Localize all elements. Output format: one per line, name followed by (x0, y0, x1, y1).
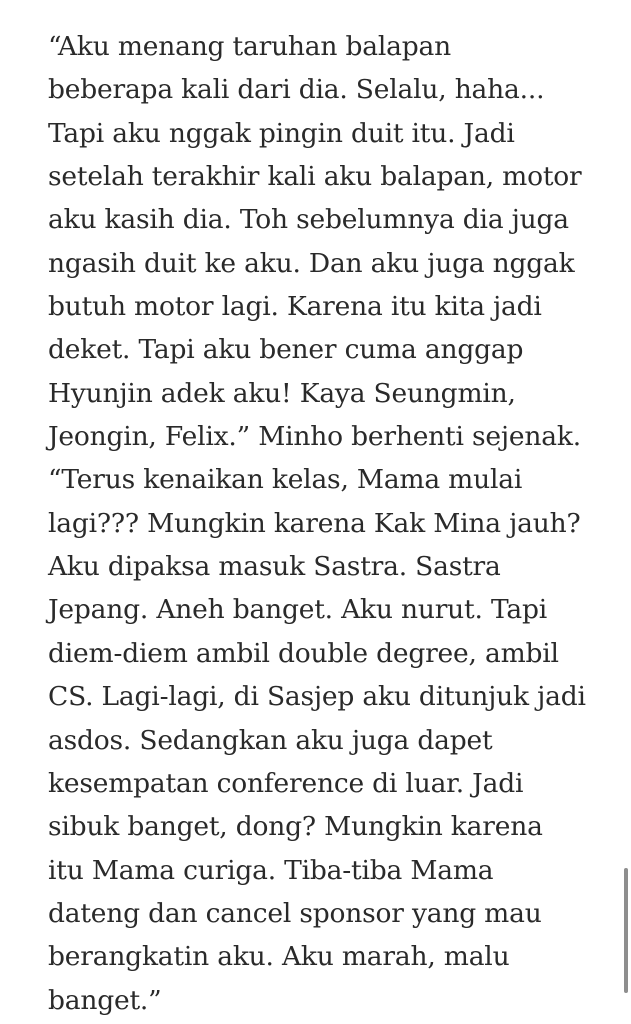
text-line: Tapi aku nggak pingin duit itu. Jadi (48, 117, 515, 149)
text-line: aku kasih dia. Toh sebelumnya dia juga (48, 204, 569, 236)
text-line: deket. Tapi aku bener cuma anggap (48, 334, 524, 366)
text-line: sibuk banget, dong? Mungkin karena (48, 811, 543, 843)
text-line: Hyunjin adek aku! Kaya Seungmin, (48, 377, 516, 409)
text-line: asdos. Sedangkan aku juga dapet (48, 724, 493, 756)
text-line: itu Mama curiga. Tiba-tiba Mama (48, 854, 494, 886)
text-line: butuh motor lagi. Karena itu kita jadi (48, 291, 542, 323)
text-line: “Terus kenaikan kelas, Mama mulai (48, 464, 523, 496)
text-line: diem-diem ambil double degree, ambil (48, 637, 559, 669)
scrollbar-thumb[interactable] (624, 868, 628, 993)
text-line: kesempatan conference di luar. Jadi (48, 767, 524, 799)
text-line: dateng dan cancel sponsor yang mau (48, 897, 542, 929)
vertical-scrollbar[interactable] (623, 0, 631, 1024)
text-line: banget.” (48, 984, 162, 1016)
text-line: Aku dipaksa masuk Sastra. Sastra (48, 551, 501, 583)
text-line: ngasih duit ke aku. Dan aku juga nggak (48, 247, 575, 279)
text-line: Jepang. Aneh banget. Aku nurut. Tapi (48, 594, 548, 626)
text-line: Jeongin, Felix.” Minho berhenti sejenak. (48, 421, 581, 453)
text-line: setelah terakhir kali aku balapan, motor (48, 161, 582, 193)
text-line: beberapa kali dari dia. Selalu, haha... (48, 74, 545, 106)
text-line: berangkatin aku. Aku marah, malu (48, 941, 510, 973)
text-line: lagi??? Mungkin karena Kak Mina jauh? (48, 507, 581, 539)
story-paragraph (48, 25, 608, 1022)
text-line: CS. Lagi-lagi, di Sasjep aku ditunjuk jadi (48, 681, 586, 713)
text-line: “Aku menang taruhan balapan (48, 31, 451, 62)
